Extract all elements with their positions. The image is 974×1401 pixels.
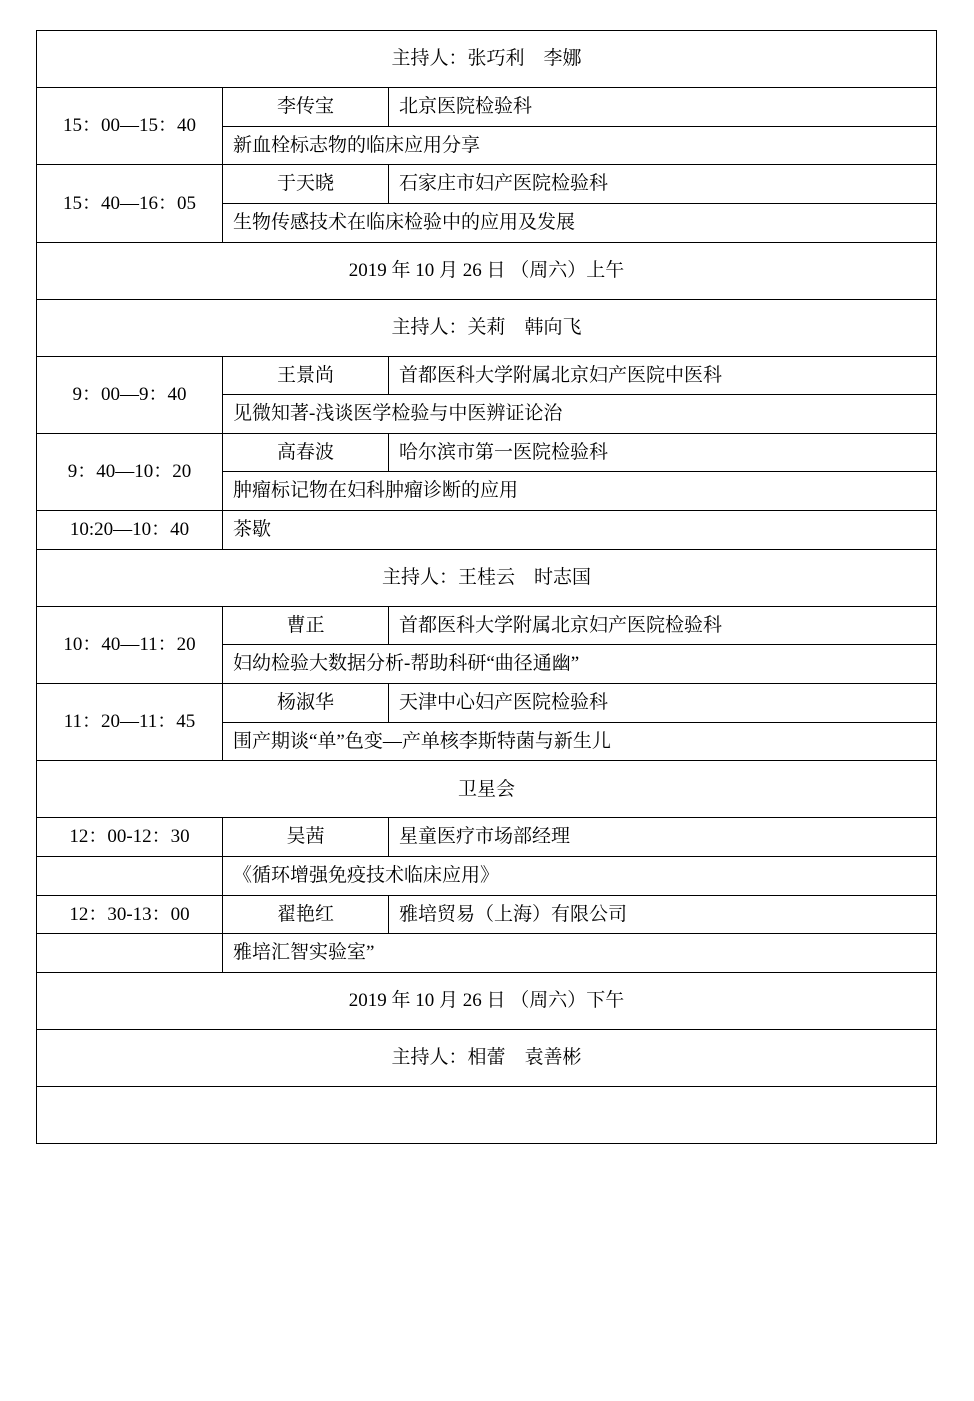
session-time: 15：00—15：40 — [37, 88, 223, 165]
session-speaker: 于天晓 — [223, 165, 389, 204]
session-time: 11：20—11：45 — [37, 684, 223, 761]
session-time: 12：00-12：30 — [37, 818, 223, 857]
session-time: 9：40—10：20 — [37, 433, 223, 510]
table-row — [37, 606, 937, 645]
table-row — [37, 684, 937, 723]
session-time: 15：40—16：05 — [37, 165, 223, 242]
table-row — [37, 761, 937, 818]
table-row — [37, 934, 937, 973]
session-speaker: 翟艳红 — [223, 895, 389, 934]
table-row — [37, 856, 937, 895]
session-org: 石家庄市妇产医院检验科 — [389, 165, 937, 204]
table-row — [37, 1029, 937, 1086]
table-row — [37, 818, 937, 857]
table-row — [37, 299, 937, 356]
session-topic: 新血栓标志物的临床应用分享 — [223, 126, 937, 165]
table-row — [37, 242, 937, 299]
day-heading: 2019 年 10 月 26 日 （周六）下午 — [37, 972, 937, 1029]
session-topic: 肿瘤标记物在妇科肿瘤诊断的应用 — [223, 472, 937, 511]
host-line: 主持人：相蕾 袁善彬 — [37, 1029, 937, 1086]
table-row — [37, 972, 937, 1029]
session-topic: 围产期谈“单”色变—产单核李斯特菌与新生儿 — [223, 722, 937, 761]
table-row — [37, 895, 937, 934]
host-line: 主持人：王桂云 时志国 — [37, 549, 937, 606]
session-topic: 雅培汇智实验室” — [223, 934, 937, 973]
session-time: 10：40—11：20 — [37, 606, 223, 683]
section-heading: 卫星会 — [37, 761, 937, 818]
session-speaker: 吴茜 — [223, 818, 389, 857]
table-row — [37, 165, 937, 204]
table-row — [37, 549, 937, 606]
session-org: 首都医科大学附属北京妇产医院中医科 — [389, 356, 937, 395]
session-speaker: 杨淑华 — [223, 684, 389, 723]
session-time: 9：00—9：40 — [37, 356, 223, 433]
session-topic: 《循环增强免疫技术临床应用》 — [223, 856, 937, 895]
table-row — [37, 88, 937, 127]
session-speaker: 曹正 — [223, 606, 389, 645]
session-speaker: 李传宝 — [223, 88, 389, 127]
session-topic: 妇幼检验大数据分析-帮助科研“曲径通幽” — [223, 645, 937, 684]
day-heading: 2019 年 10 月 26 日 （周六）上午 — [37, 242, 937, 299]
session-org: 天津中心妇产医院检验科 — [389, 684, 937, 723]
session-time: 12：30-13：00 — [37, 895, 223, 934]
table-row — [37, 31, 937, 88]
agenda-table-body — [37, 31, 937, 1144]
session-topic: 见微知著-浅谈医学检验与中医辨证论治 — [223, 395, 937, 434]
break-label: 茶歇 — [223, 511, 937, 550]
empty-cell — [37, 934, 223, 973]
session-org: 雅培贸易（上海）有限公司 — [389, 895, 937, 934]
table-row — [37, 511, 937, 550]
table-row — [37, 356, 937, 395]
empty-cell — [37, 856, 223, 895]
host-line: 主持人：张巧利 李娜 — [37, 31, 937, 88]
table-row — [37, 1086, 937, 1143]
session-org: 首都医科大学附属北京妇产医院检验科 — [389, 606, 937, 645]
table-row — [37, 433, 937, 472]
session-org: 哈尔滨市第一医院检验科 — [389, 433, 937, 472]
session-org: 北京医院检验科 — [389, 88, 937, 127]
session-speaker: 王景尚 — [223, 356, 389, 395]
session-org: 星童医疗市场部经理 — [389, 818, 937, 857]
host-line: 主持人：关莉 韩向飞 — [37, 299, 937, 356]
empty-row-cell — [37, 1086, 937, 1143]
session-speaker: 高春波 — [223, 433, 389, 472]
break-time: 10:20—10：40 — [37, 511, 223, 550]
session-topic: 生物传感技术在临床检验中的应用及发展 — [223, 203, 937, 242]
agenda-table — [36, 30, 937, 1144]
